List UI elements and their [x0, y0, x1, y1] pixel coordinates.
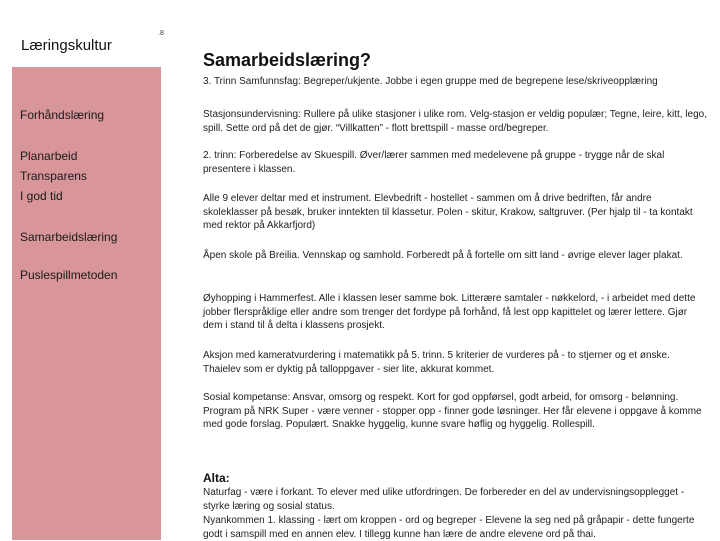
paragraph-stasjonsundervisning: Stasjonsundervisning: Rullere på ulike stasjoner i ulike rom. Velg-stasjon er veldig populær; Tegne, leire, kitt, lego, spill. Sette ord på det de gjør. “Villkatten” - flott brettspill - masse ord/begreper. — [203, 109, 707, 134]
paragraph-apen-skole: Åpen skole på Breilia. Vennskap og samhold. Forberedt på å fortelle om sitt land - øvrige elever lager plakat. — [203, 250, 683, 261]
slide-marker: .8 — [158, 30, 164, 37]
paragraph-skuespill: 2. trinn: Forberedelse av Skuespill. Øver/lærer sammen med medelevene på gruppe - trygge når de skal presentere i klassen. — [203, 150, 665, 175]
sidebar-item-puslespillmetoden[interactable]: Puslespillmetoden — [20, 268, 118, 282]
page-title: Samarbeidslæring? — [203, 50, 372, 70]
sidebar-item-planarbeid[interactable]: Planarbeid — [20, 149, 78, 163]
paragraph-oyhopping: Øyhopping i Hammerfest. Alle i klassen leser samme bok. Litterære samtaler - nøkkelord, - i arbeidet med dette jobber flerspråklige eller andre som trenger det fordype på forhånd, få lest opp kapittelet og lærer lettere. Gjør dem i stand til å delta i klassens prosjekt. — [203, 293, 696, 331]
sidebar-item-i-god-tid[interactable]: I god tid — [20, 189, 63, 203]
sidebar-item-transparens[interactable]: Transparens — [20, 169, 87, 183]
sidebar-item-forhandslaering[interactable]: Forhåndslæring — [20, 108, 105, 122]
section-heading-alta: Alta: — [203, 471, 230, 485]
paragraph-sosial-kompetanse: Sosial kompetanse: Ansvar, omsorg og respekt. Kort for god oppførsel, godt arbeid, for omsorg - belønning. Program på NRK Super - være venner - stopper opp - finner gode løsninger. Her får elevene i oppgave å komme med gode forslag. Populært. Snakke hyggelig, kunne svare høflig og hyggelig. Rollespill. — [203, 392, 702, 430]
paragraph-kameratvurdering: Aksjon med kameratvurdering i matematikk på 5. trinn. 5 kriterier de vurderes på - to stjerner og et ønske. Thaielev som er dyktig på talloppgaver - sier lite, akkurat kommet. — [203, 350, 670, 375]
paragraph-naturfag: Naturfag - være i forkant. To elever med ulike utfordringen. De forbereder en del av undervisningsopplegget - styrke læring og sosial status. — [203, 487, 685, 512]
sidebar-item-samarbeidslaering[interactable]: Samarbeidslæring — [20, 230, 118, 244]
paragraph-nyankommen: Nyankommen 1. klassing - lært om kroppen - ord og begreper - Elevene la seg ned på gråpapir - dette fungerte godt i samspill med en annen elev. I tillegg kunne han lære de andre elevene ord på thai. — [203, 515, 695, 540]
paragraph-samfunnsfag: 3. Trinn Samfunnsfag: Begreper/ukjente. Jobbe i egen gruppe med de begrepene lese/skriveopplæring — [203, 76, 658, 87]
sidebar-panel — [12, 67, 161, 540]
paragraph-elevbedrift: Alle 9 elever deltar med et instrument. Elevbedrift - hostellet - sammen om å drive bedriften, får andre skoleklasser på besøk, bruker inntekten til klassetur. Polen - skitur, Krakow, saltgruver. (Per hjalp til - ta kontakt med rektor på Akkarfjord) — [203, 193, 693, 231]
sidebar-title: Læringskultur — [21, 37, 112, 54]
